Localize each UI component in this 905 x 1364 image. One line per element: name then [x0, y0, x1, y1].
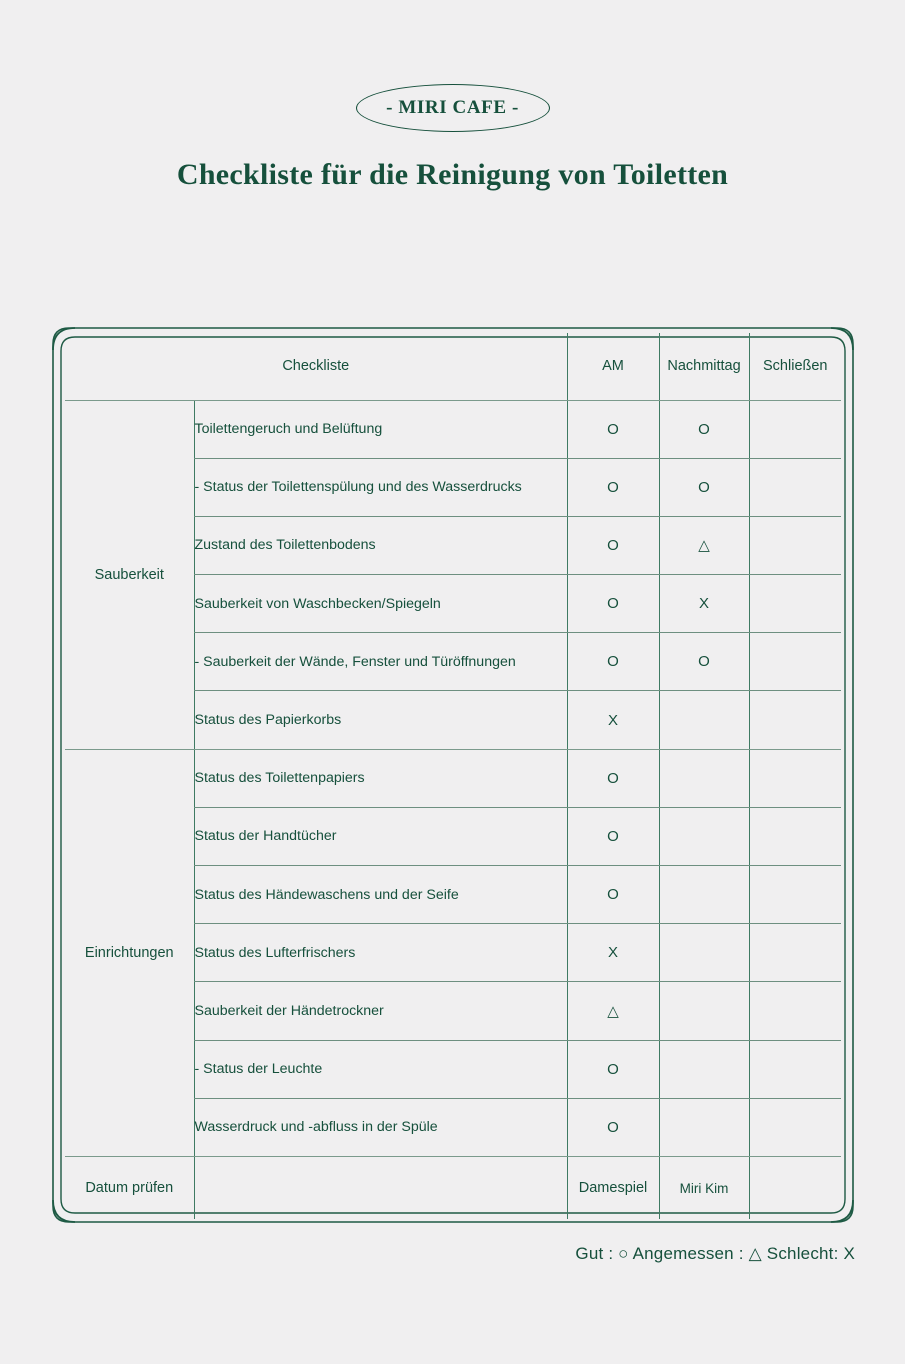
- mark-afternoon[interactable]: [659, 749, 749, 807]
- mark-am[interactable]: O: [567, 575, 659, 633]
- table-row: [65, 400, 841, 458]
- footer-signature-value[interactable]: Miri Kim: [659, 1156, 749, 1219]
- page-title: Checkliste für die Reinigung von Toiletten: [176, 158, 729, 191]
- header-schliessen: Schließen: [749, 333, 841, 400]
- item-label: - Sauberkeit der Wände, Fenster und Türöffnungen: [194, 633, 567, 691]
- mark-am[interactable]: O: [567, 633, 659, 691]
- legend: Gut : ○ Angemessen : △ Schlecht: X: [575, 1244, 855, 1263]
- mark-afternoon[interactable]: O: [659, 400, 749, 458]
- checklist-table: [65, 333, 841, 1219]
- category-cell-einrichtungen: Einrichtungen: [65, 749, 194, 1156]
- mark-afternoon[interactable]: [659, 982, 749, 1040]
- mark-am[interactable]: O: [567, 516, 659, 574]
- item-label: Zustand des Toilettenbodens: [194, 516, 567, 574]
- footer-blank-cell[interactable]: [749, 1156, 841, 1219]
- checklist-table-container: [65, 333, 841, 1217]
- mark-afternoon[interactable]: [659, 866, 749, 924]
- mark-am[interactable]: O: [567, 866, 659, 924]
- mark-afternoon[interactable]: [659, 691, 749, 749]
- item-label: - Status der Leuchte: [194, 1040, 567, 1098]
- category-cell-sauberkeit: Sauberkeit: [65, 400, 194, 749]
- mark-afternoon[interactable]: [659, 924, 749, 982]
- header-checkliste: Checkliste: [65, 333, 567, 400]
- mark-closing[interactable]: [749, 575, 841, 633]
- mark-closing[interactable]: [749, 691, 841, 749]
- item-label: Sauberkeit der Händetrockner: [194, 982, 567, 1040]
- mark-am[interactable]: O: [567, 458, 659, 516]
- mark-afternoon[interactable]: O: [659, 458, 749, 516]
- mark-closing[interactable]: [749, 749, 841, 807]
- header-am: AM: [567, 333, 659, 400]
- mark-am[interactable]: O: [567, 400, 659, 458]
- mark-afternoon[interactable]: [659, 1098, 749, 1156]
- footer-date-label: Datum prüfen: [85, 1180, 174, 1197]
- mark-closing[interactable]: [749, 516, 841, 574]
- mark-closing[interactable]: [749, 400, 841, 458]
- mark-closing[interactable]: [749, 633, 841, 691]
- item-label: Status der Handtücher: [194, 807, 567, 865]
- mark-afternoon[interactable]: O: [659, 633, 749, 691]
- logo-oval-border: [356, 84, 550, 132]
- mark-am[interactable]: X: [567, 691, 659, 749]
- item-label: - Status der Toilettenspülung und des Wasserdrucks: [194, 458, 567, 516]
- mark-am[interactable]: O: [567, 807, 659, 865]
- mark-closing[interactable]: [749, 1040, 841, 1098]
- item-label: Status des Lufterfrischers: [194, 924, 567, 982]
- mark-am[interactable]: O: [567, 749, 659, 807]
- mark-closing[interactable]: [749, 982, 841, 1040]
- mark-am[interactable]: △: [567, 982, 659, 1040]
- mark-closing[interactable]: [749, 866, 841, 924]
- brand-logo: [0, 84, 905, 132]
- footer-date-value[interactable]: [194, 1156, 567, 1219]
- mark-am[interactable]: O: [567, 1098, 659, 1156]
- item-label: Status des Papierkorbs: [194, 691, 567, 749]
- footer-signature-label: Damespiel: [567, 1156, 659, 1219]
- table-footer-row: [65, 1156, 841, 1219]
- mark-afternoon[interactable]: [659, 1040, 749, 1098]
- item-label: Status des Toilettenpapiers: [194, 749, 567, 807]
- item-label: Status des Händewaschens und der Seife: [194, 866, 567, 924]
- mark-afternoon[interactable]: X: [659, 575, 749, 633]
- mark-afternoon[interactable]: △: [659, 516, 749, 574]
- mark-closing[interactable]: [749, 924, 841, 982]
- mark-closing[interactable]: [749, 807, 841, 865]
- mark-afternoon[interactable]: [659, 807, 749, 865]
- logo-text: - MIRI CAFE -: [386, 97, 519, 118]
- mark-am[interactable]: O: [567, 1040, 659, 1098]
- mark-closing[interactable]: [749, 1098, 841, 1156]
- header-nachmittag: Nachmittag: [659, 333, 749, 400]
- mark-am[interactable]: X: [567, 924, 659, 982]
- table-header-row: [65, 333, 841, 400]
- item-label: Toilettengeruch und Belüftung: [194, 400, 567, 458]
- table-row: [65, 749, 841, 807]
- item-label: Sauberkeit von Waschbecken/Spiegeln: [194, 575, 567, 633]
- checklist-table-body: [65, 400, 841, 1219]
- item-label: Wasserdruck und -abfluss in der Spüle: [194, 1098, 567, 1156]
- mark-closing[interactable]: [749, 458, 841, 516]
